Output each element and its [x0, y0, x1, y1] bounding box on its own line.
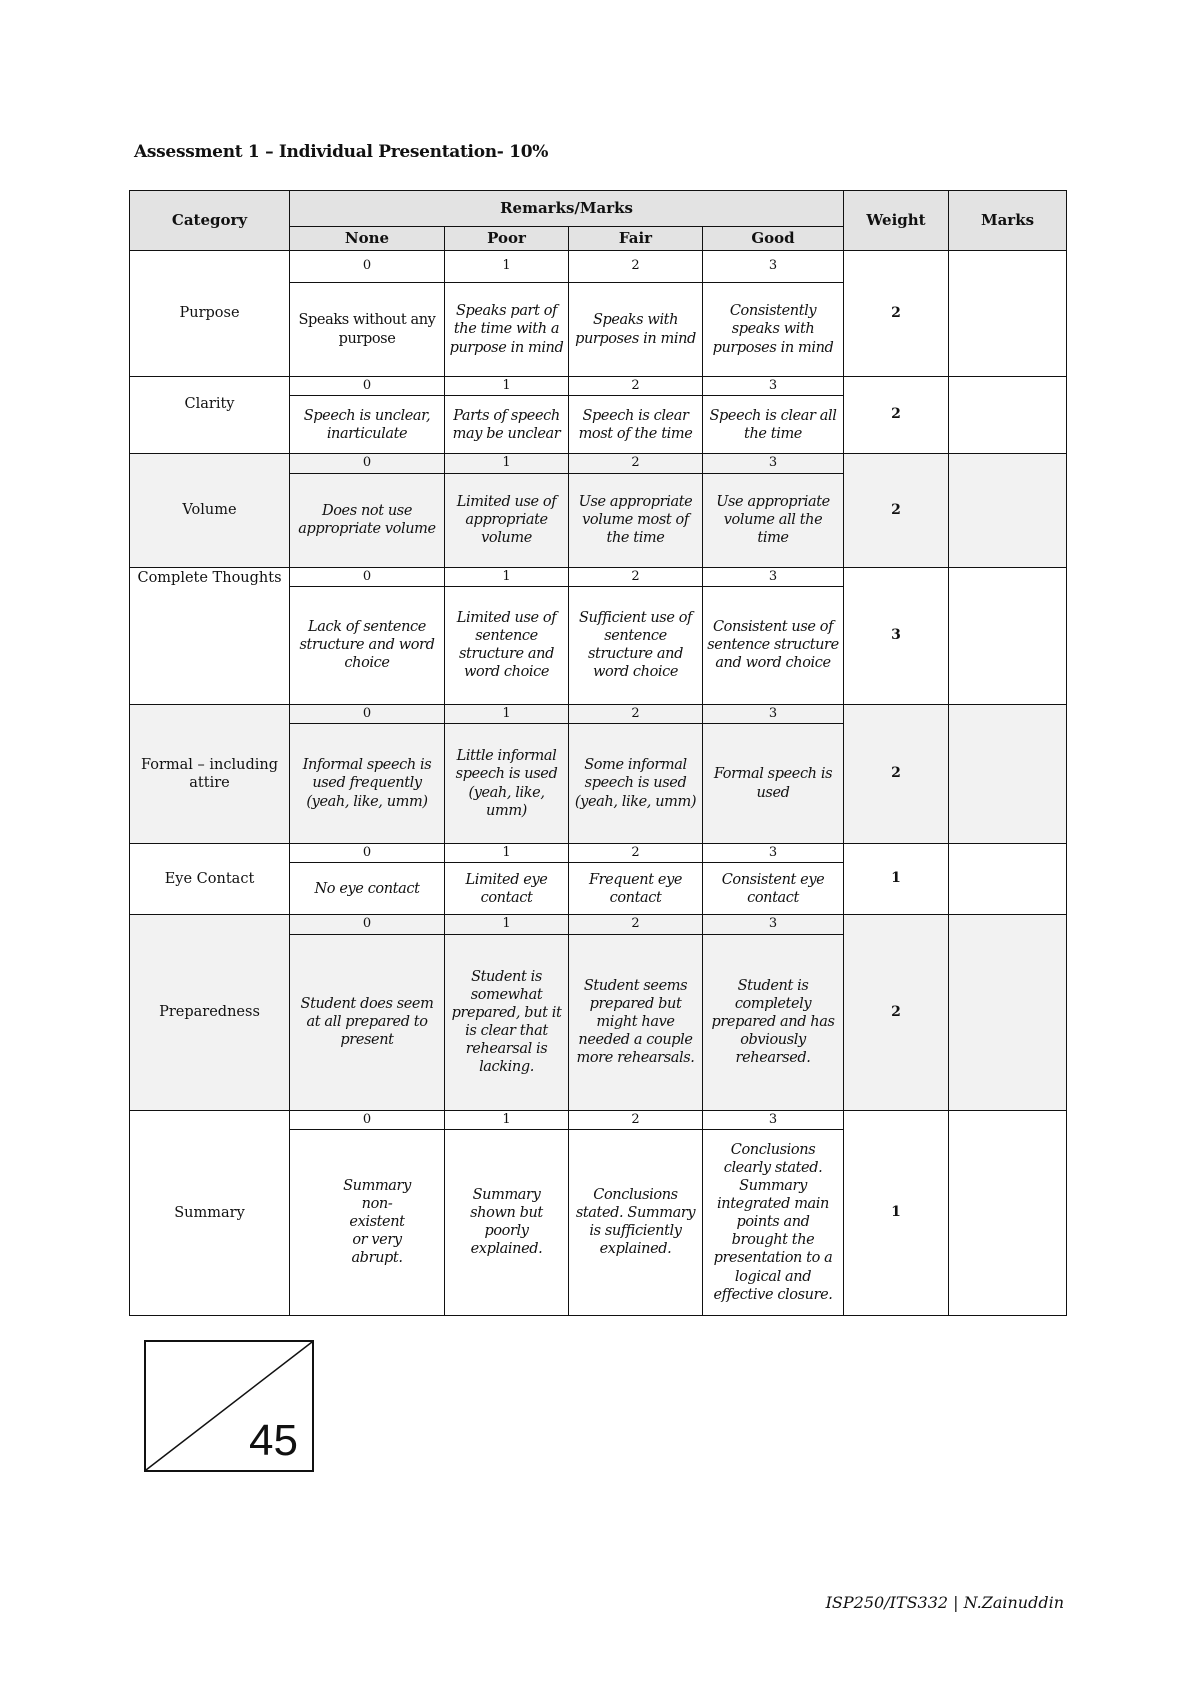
- category-cell: Purpose: [130, 251, 290, 377]
- header-level-none: None: [290, 227, 445, 251]
- header-marks: Marks: [949, 191, 1067, 251]
- score-cell: 3: [703, 704, 844, 723]
- score-cell: 2: [569, 1110, 703, 1129]
- description-cell: Little informal speech is used (yeah, like, umm): [445, 724, 569, 844]
- description-cell: Student seems prepared but might have needed a couple more rehearsals.: [569, 934, 703, 1110]
- weight-cell: 3: [844, 567, 949, 704]
- description-cell: Summary non-existent or very abrupt.: [290, 1129, 445, 1315]
- score-cell: 2: [569, 844, 703, 863]
- category-cell: Preparedness: [130, 915, 290, 1110]
- score-cell: 3: [703, 454, 844, 473]
- score-cell: 1: [445, 844, 569, 863]
- score-cell: 0: [290, 915, 445, 934]
- score-cell: 0: [290, 1110, 445, 1129]
- score-cell: 0: [290, 704, 445, 723]
- description-cell: Limited use of appropriate volume: [445, 473, 569, 567]
- marks-cell[interactable]: [949, 251, 1067, 377]
- total-score-value: 45: [249, 1416, 298, 1465]
- description-cell: Informal speech is used frequently (yeah, like, umm): [290, 724, 445, 844]
- description-cell: Speaks without any purpose: [290, 283, 445, 377]
- description-cell: Speech is clear all the time: [703, 396, 844, 454]
- weight-cell: 2: [844, 704, 949, 843]
- score-cell: 0: [290, 454, 445, 473]
- score-cell: 0: [290, 567, 445, 586]
- weight-cell: 1: [844, 1110, 949, 1315]
- header-level-good: Good: [703, 227, 844, 251]
- score-cell: 1: [445, 251, 569, 283]
- marks-cell[interactable]: [949, 915, 1067, 1110]
- score-cell: 3: [703, 567, 844, 586]
- marks-cell[interactable]: [949, 704, 1067, 843]
- score-cell: 3: [703, 377, 844, 396]
- description-cell: Student is somewhat prepared, but it is clear that rehearsal is lacking.: [445, 934, 569, 1110]
- description-cell: Speaks with purposes in mind: [569, 283, 703, 377]
- score-cell: 1: [445, 454, 569, 473]
- description-cell: No eye contact: [290, 863, 445, 915]
- marks-cell[interactable]: [949, 1110, 1067, 1315]
- table-row: [130, 915, 1067, 934]
- description-cell: Lack of sentence structure and word choice: [290, 586, 445, 704]
- description-cell: Some informal speech is used (yeah, like, umm): [569, 724, 703, 844]
- table-row: [130, 1110, 1067, 1129]
- description-cell: Limited eye contact: [445, 863, 569, 915]
- description-cell: Conclusions stated. Summary is sufficiently explained.: [569, 1129, 703, 1315]
- table-row: [130, 251, 1067, 283]
- category-cell: Volume: [130, 454, 290, 567]
- header-weight: Weight: [844, 191, 949, 251]
- weight-cell: 2: [844, 454, 949, 567]
- description-cell: Summary shown but poorly explained.: [445, 1129, 569, 1315]
- description-cell: Speech is clear most of the time: [569, 396, 703, 454]
- description-cell: Parts of speech may be unclear: [445, 396, 569, 454]
- score-cell: 3: [703, 844, 844, 863]
- score-cell: 1: [445, 915, 569, 934]
- score-cell: 2: [569, 251, 703, 283]
- score-cell: 3: [703, 1110, 844, 1129]
- category-cell: Clarity: [130, 377, 290, 454]
- description-cell: Speaks part of the time with a purpose in mind: [445, 283, 569, 377]
- marks-cell[interactable]: [949, 567, 1067, 704]
- table-row: [130, 844, 1067, 863]
- score-cell: 3: [703, 915, 844, 934]
- description-cell: Student does seem at all prepared to present: [290, 934, 445, 1110]
- description-cell: Conclusions clearly stated. Summary integrated main points and brought the presentation to a logical and effective closure.: [703, 1129, 844, 1315]
- score-cell: 2: [569, 915, 703, 934]
- category-cell: Summary: [130, 1110, 290, 1315]
- score-cell: 0: [290, 251, 445, 283]
- weight-cell: 1: [844, 844, 949, 915]
- table-row: [130, 567, 1067, 586]
- marks-cell[interactable]: [949, 454, 1067, 567]
- table-row: [130, 377, 1067, 396]
- score-cell: 1: [445, 567, 569, 586]
- description-cell: Consistently speaks with purposes in mind: [703, 283, 844, 377]
- table-row: [130, 704, 1067, 723]
- score-cell: 2: [569, 704, 703, 723]
- header-level-poor: Poor: [445, 227, 569, 251]
- category-cell: Eye Contact: [130, 844, 290, 915]
- page-title: Assessment 1 – Individual Presentation- 10%: [134, 142, 549, 162]
- rubric-table: [129, 190, 1067, 1316]
- score-cell: 1: [445, 1110, 569, 1129]
- description-cell: Limited use of sentence structure and word choice: [445, 586, 569, 704]
- score-cell: 1: [445, 377, 569, 396]
- description-cell: Consistent eye contact: [703, 863, 844, 915]
- score-cell: 2: [569, 567, 703, 586]
- header-level-fair: Fair: [569, 227, 703, 251]
- table-row: [130, 454, 1067, 473]
- description-cell: Sufficient use of sentence structure and word choice: [569, 586, 703, 704]
- marks-cell[interactable]: [949, 377, 1067, 454]
- score-cell: 2: [569, 377, 703, 396]
- description-cell: Speech is unclear, inarticulate: [290, 396, 445, 454]
- score-cell: 0: [290, 377, 445, 396]
- description-cell: Formal speech is used: [703, 724, 844, 844]
- description-cell: Frequent eye contact: [569, 863, 703, 915]
- score-cell: 0: [290, 844, 445, 863]
- header-remarks: Remarks/Marks: [290, 191, 844, 227]
- footer-text: ISP250/ITS332 | N.Zainuddin: [825, 1593, 1064, 1612]
- description-cell: Does not use appropriate volume: [290, 473, 445, 567]
- description-cell: Consistent use of sentence structure and word choice: [703, 586, 844, 704]
- header-category: Category: [130, 191, 290, 251]
- category-cell: Complete Thoughts: [130, 567, 290, 704]
- description-cell: Student is completely prepared and has obviously rehearsed.: [703, 934, 844, 1110]
- description-cell: Use appropriate volume all the time: [703, 473, 844, 567]
- description-cell: Use appropriate volume most of the time: [569, 473, 703, 567]
- category-cell: Formal – including attire: [130, 704, 290, 843]
- score-cell: 2: [569, 454, 703, 473]
- weight-cell: 2: [844, 915, 949, 1110]
- weight-cell: 2: [844, 377, 949, 454]
- marks-cell[interactable]: [949, 844, 1067, 915]
- score-cell: 3: [703, 251, 844, 283]
- total-score-box: [144, 1340, 314, 1472]
- weight-cell: 2: [844, 251, 949, 377]
- score-cell: 1: [445, 704, 569, 723]
